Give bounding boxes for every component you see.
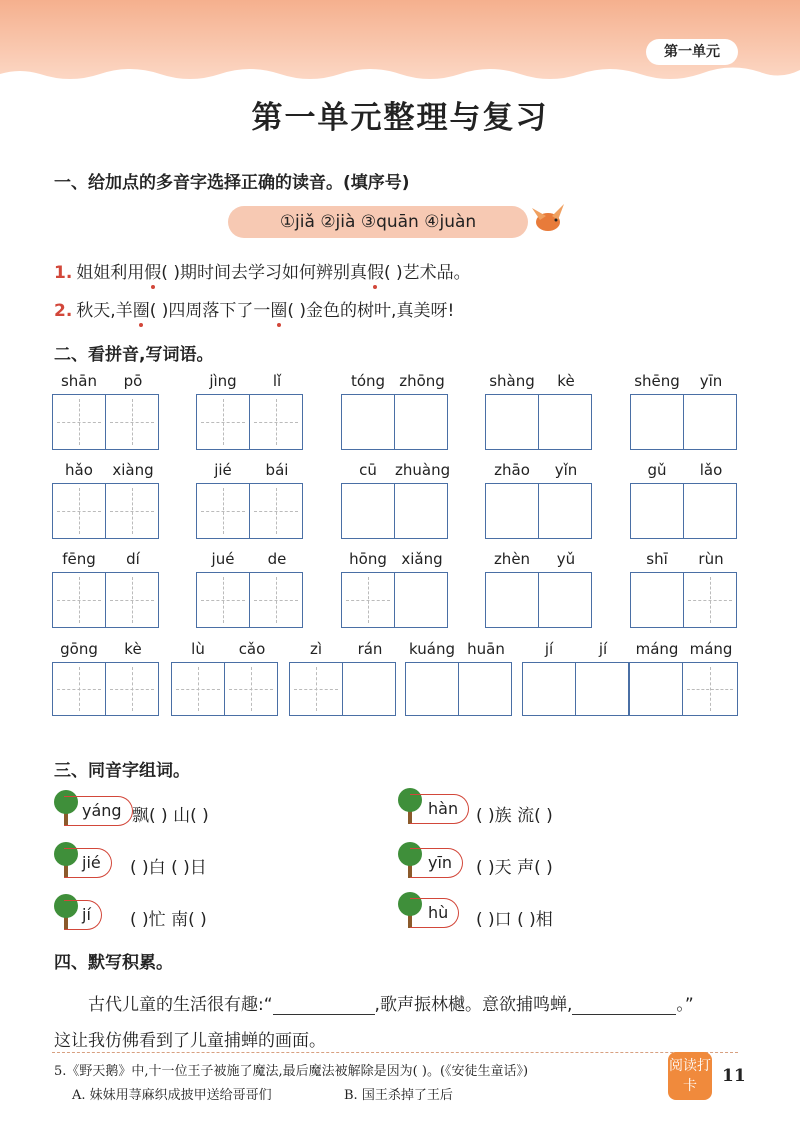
word-group-row: ( )天 声( ) <box>476 858 553 878</box>
writing-box[interactable] <box>341 483 395 539</box>
pinyin-label: xiǎng <box>401 550 443 568</box>
writing-box[interactable] <box>629 662 683 716</box>
pinyin-label: jí <box>544 640 554 658</box>
writing-box[interactable] <box>105 394 159 450</box>
writing-box[interactable] <box>575 662 629 716</box>
pinyin-label: zhèn <box>493 550 531 568</box>
q1-number: 1. <box>54 263 73 283</box>
option-b[interactable]: B. 国王杀掉了王后 <box>344 1088 453 1103</box>
writing-box[interactable] <box>342 662 396 716</box>
pinyin-label: yǐn <box>554 461 578 479</box>
writing-box[interactable] <box>538 394 592 450</box>
pinyin-label: dí <box>126 550 140 568</box>
writing-box[interactable] <box>630 394 684 450</box>
writing-box[interactable] <box>341 572 395 628</box>
pinyin-label: fēng <box>62 550 96 568</box>
pinyin-label: hōng <box>349 550 387 568</box>
pinyin-label: shàng <box>489 372 535 390</box>
writing-box[interactable] <box>171 662 225 716</box>
word-group-row: ( )白 ( )日 <box>130 858 207 878</box>
pinyin-label: jí <box>598 640 608 658</box>
writing-box[interactable] <box>522 662 576 716</box>
pinyin-label: rán <box>357 640 383 658</box>
dictation-line-1 <box>88 990 694 1015</box>
writing-box[interactable] <box>249 572 303 628</box>
writing-box[interactable] <box>683 572 737 628</box>
q1-text-b: ( )期时间去学习如何辨别真 <box>161 263 367 283</box>
writing-box[interactable] <box>538 572 592 628</box>
writing-box[interactable] <box>196 572 250 628</box>
page-title: 第一单元整理与复习 <box>251 100 549 136</box>
section4-heading: 四、默写积累。 <box>54 953 173 973</box>
writing-box[interactable] <box>52 394 106 450</box>
pinyin-label: kè <box>557 372 575 390</box>
writing-box[interactable] <box>485 572 539 628</box>
q2-text-b: ( )四周落下了一 <box>149 301 271 321</box>
writing-box[interactable] <box>630 572 684 628</box>
pinyin-label: lǐ <box>272 372 282 390</box>
pinyin-label: rùn <box>698 550 724 568</box>
q1-text-a: 姐姐利用 <box>76 263 145 283</box>
q2-text-c: ( )金色的树叶,真美呀! <box>287 301 455 321</box>
pinyin-label: cū <box>359 461 377 479</box>
unit-tab: 第一单元 <box>646 39 738 65</box>
writing-box[interactable] <box>249 483 303 539</box>
section2-heading: 二、看拼音,写词语。 <box>54 345 214 365</box>
word-group-row: ( )口 ( )相 <box>476 910 553 930</box>
word-group-row: 飘( ) 山( ) <box>132 806 209 826</box>
writing-box[interactable] <box>405 662 459 716</box>
pinyin-label: zhuàng <box>395 461 451 479</box>
writing-box[interactable] <box>52 662 106 716</box>
pinyin-label: jié <box>214 461 232 479</box>
pinyin-badge: yáng <box>64 796 133 826</box>
pinyin-label: gōng <box>60 640 98 658</box>
pinyin-label: hǎo <box>65 461 93 479</box>
pinyin-label: zhāo <box>494 461 530 479</box>
section1-heading: 一、给加点的多音字选择正确的读音。(填序号) <box>54 173 410 193</box>
reading-checkin-badge: 阅读打卡 <box>668 1052 712 1100</box>
pinyin-label: yīn <box>699 372 723 390</box>
pinyin-label: zì <box>309 640 323 658</box>
answer-blank-2[interactable] <box>572 996 676 1015</box>
page-number: 11 <box>722 1066 746 1086</box>
q2-text-a: 秋天,羊 <box>76 301 133 321</box>
writing-box[interactable] <box>196 483 250 539</box>
pinyin-label: cǎo <box>238 640 266 658</box>
writing-box[interactable] <box>682 662 738 716</box>
reading-question: 5.《野天鹅》中,十一位王子被施了魔法,最后魔法被解除是因为( )。(《安徒生童话》) <box>54 1064 529 1079</box>
pinyin-options: ①jiǎ ②jià ③quān ④juàn <box>228 206 528 238</box>
pinyin-label: shēng <box>634 372 680 390</box>
writing-box[interactable] <box>249 394 303 450</box>
writing-box[interactable] <box>341 394 395 450</box>
pinyin-label: gǔ <box>647 461 667 479</box>
bird-icon <box>530 200 566 240</box>
pinyin-label: kè <box>124 640 142 658</box>
q2-dotted-char-2: 圈 <box>270 301 288 321</box>
q2-dotted-char-1: 圈 <box>132 301 150 321</box>
writing-box[interactable] <box>105 662 159 716</box>
pinyin-label: shān <box>60 372 98 390</box>
pinyin-badge: hàn <box>410 794 469 824</box>
writing-box[interactable] <box>105 483 159 539</box>
writing-box[interactable] <box>52 572 106 628</box>
writing-box[interactable] <box>105 572 159 628</box>
q1-dotted-char-2: 假 <box>366 263 384 283</box>
pinyin-badge: jié <box>64 848 112 878</box>
answer-blank-1[interactable] <box>273 996 375 1015</box>
pinyin-label: lù <box>191 640 205 658</box>
writing-box[interactable] <box>630 483 684 539</box>
pinyin-badge: yīn <box>410 848 463 878</box>
dictation-text-a: 古代儿童的生活很有趣:“ <box>88 995 273 1015</box>
pinyin-label: bái <box>265 461 289 479</box>
writing-box[interactable] <box>52 483 106 539</box>
pinyin-badge: jí <box>64 900 102 930</box>
footer-divider <box>52 1052 738 1053</box>
pinyin-label: lǎo <box>699 461 723 479</box>
dictation-text-c: 。” <box>676 995 694 1015</box>
writing-box[interactable] <box>196 394 250 450</box>
question-1 <box>54 258 471 283</box>
q1-dotted-char-1: 假 <box>144 263 162 283</box>
writing-box[interactable] <box>538 483 592 539</box>
pinyin-label: shī <box>646 550 668 568</box>
dictation-text-b: ,歌声振林樾。意欲捕鸣蝉, <box>374 995 573 1015</box>
dictation-line-2: 这让我仿佛看到了儿童捕蝉的画面。 <box>54 1031 326 1051</box>
q2-number: 2. <box>54 301 73 321</box>
pinyin-label: máng <box>689 640 733 658</box>
pinyin-label: jìng <box>209 372 237 390</box>
writing-box[interactable] <box>394 572 448 628</box>
writing-box[interactable] <box>458 662 512 716</box>
pinyin-label: zhōng <box>399 372 445 390</box>
pinyin-label: máng <box>635 640 679 658</box>
pinyin-label: kuáng <box>409 640 455 658</box>
section3-heading: 三、同音字组词。 <box>54 761 190 781</box>
pinyin-label: yǔ <box>556 550 576 568</box>
writing-box[interactable] <box>485 483 539 539</box>
writing-box[interactable] <box>394 394 448 450</box>
pinyin-label: tóng <box>350 372 386 390</box>
writing-box[interactable] <box>394 483 448 539</box>
pinyin-label: pō <box>123 372 143 390</box>
writing-box[interactable] <box>485 394 539 450</box>
pinyin-label: xiàng <box>112 461 154 479</box>
option-a[interactable]: A. 妹妹用荨麻织成披甲送给哥哥们 <box>72 1088 272 1103</box>
question-2 <box>54 296 454 321</box>
word-group-row: ( )族 流( ) <box>476 806 553 826</box>
word-group-row: ( )忙 南( ) <box>130 910 207 930</box>
writing-box[interactable] <box>683 483 737 539</box>
writing-box[interactable] <box>683 394 737 450</box>
writing-box[interactable] <box>224 662 278 716</box>
pinyin-badge: hù <box>410 898 459 928</box>
pinyin-label: jué <box>211 550 235 568</box>
q1-text-c: ( )艺术品。 <box>383 263 471 283</box>
writing-box[interactable] <box>289 662 343 716</box>
pinyin-label: huān <box>467 640 505 658</box>
pinyin-label: de <box>267 550 287 568</box>
